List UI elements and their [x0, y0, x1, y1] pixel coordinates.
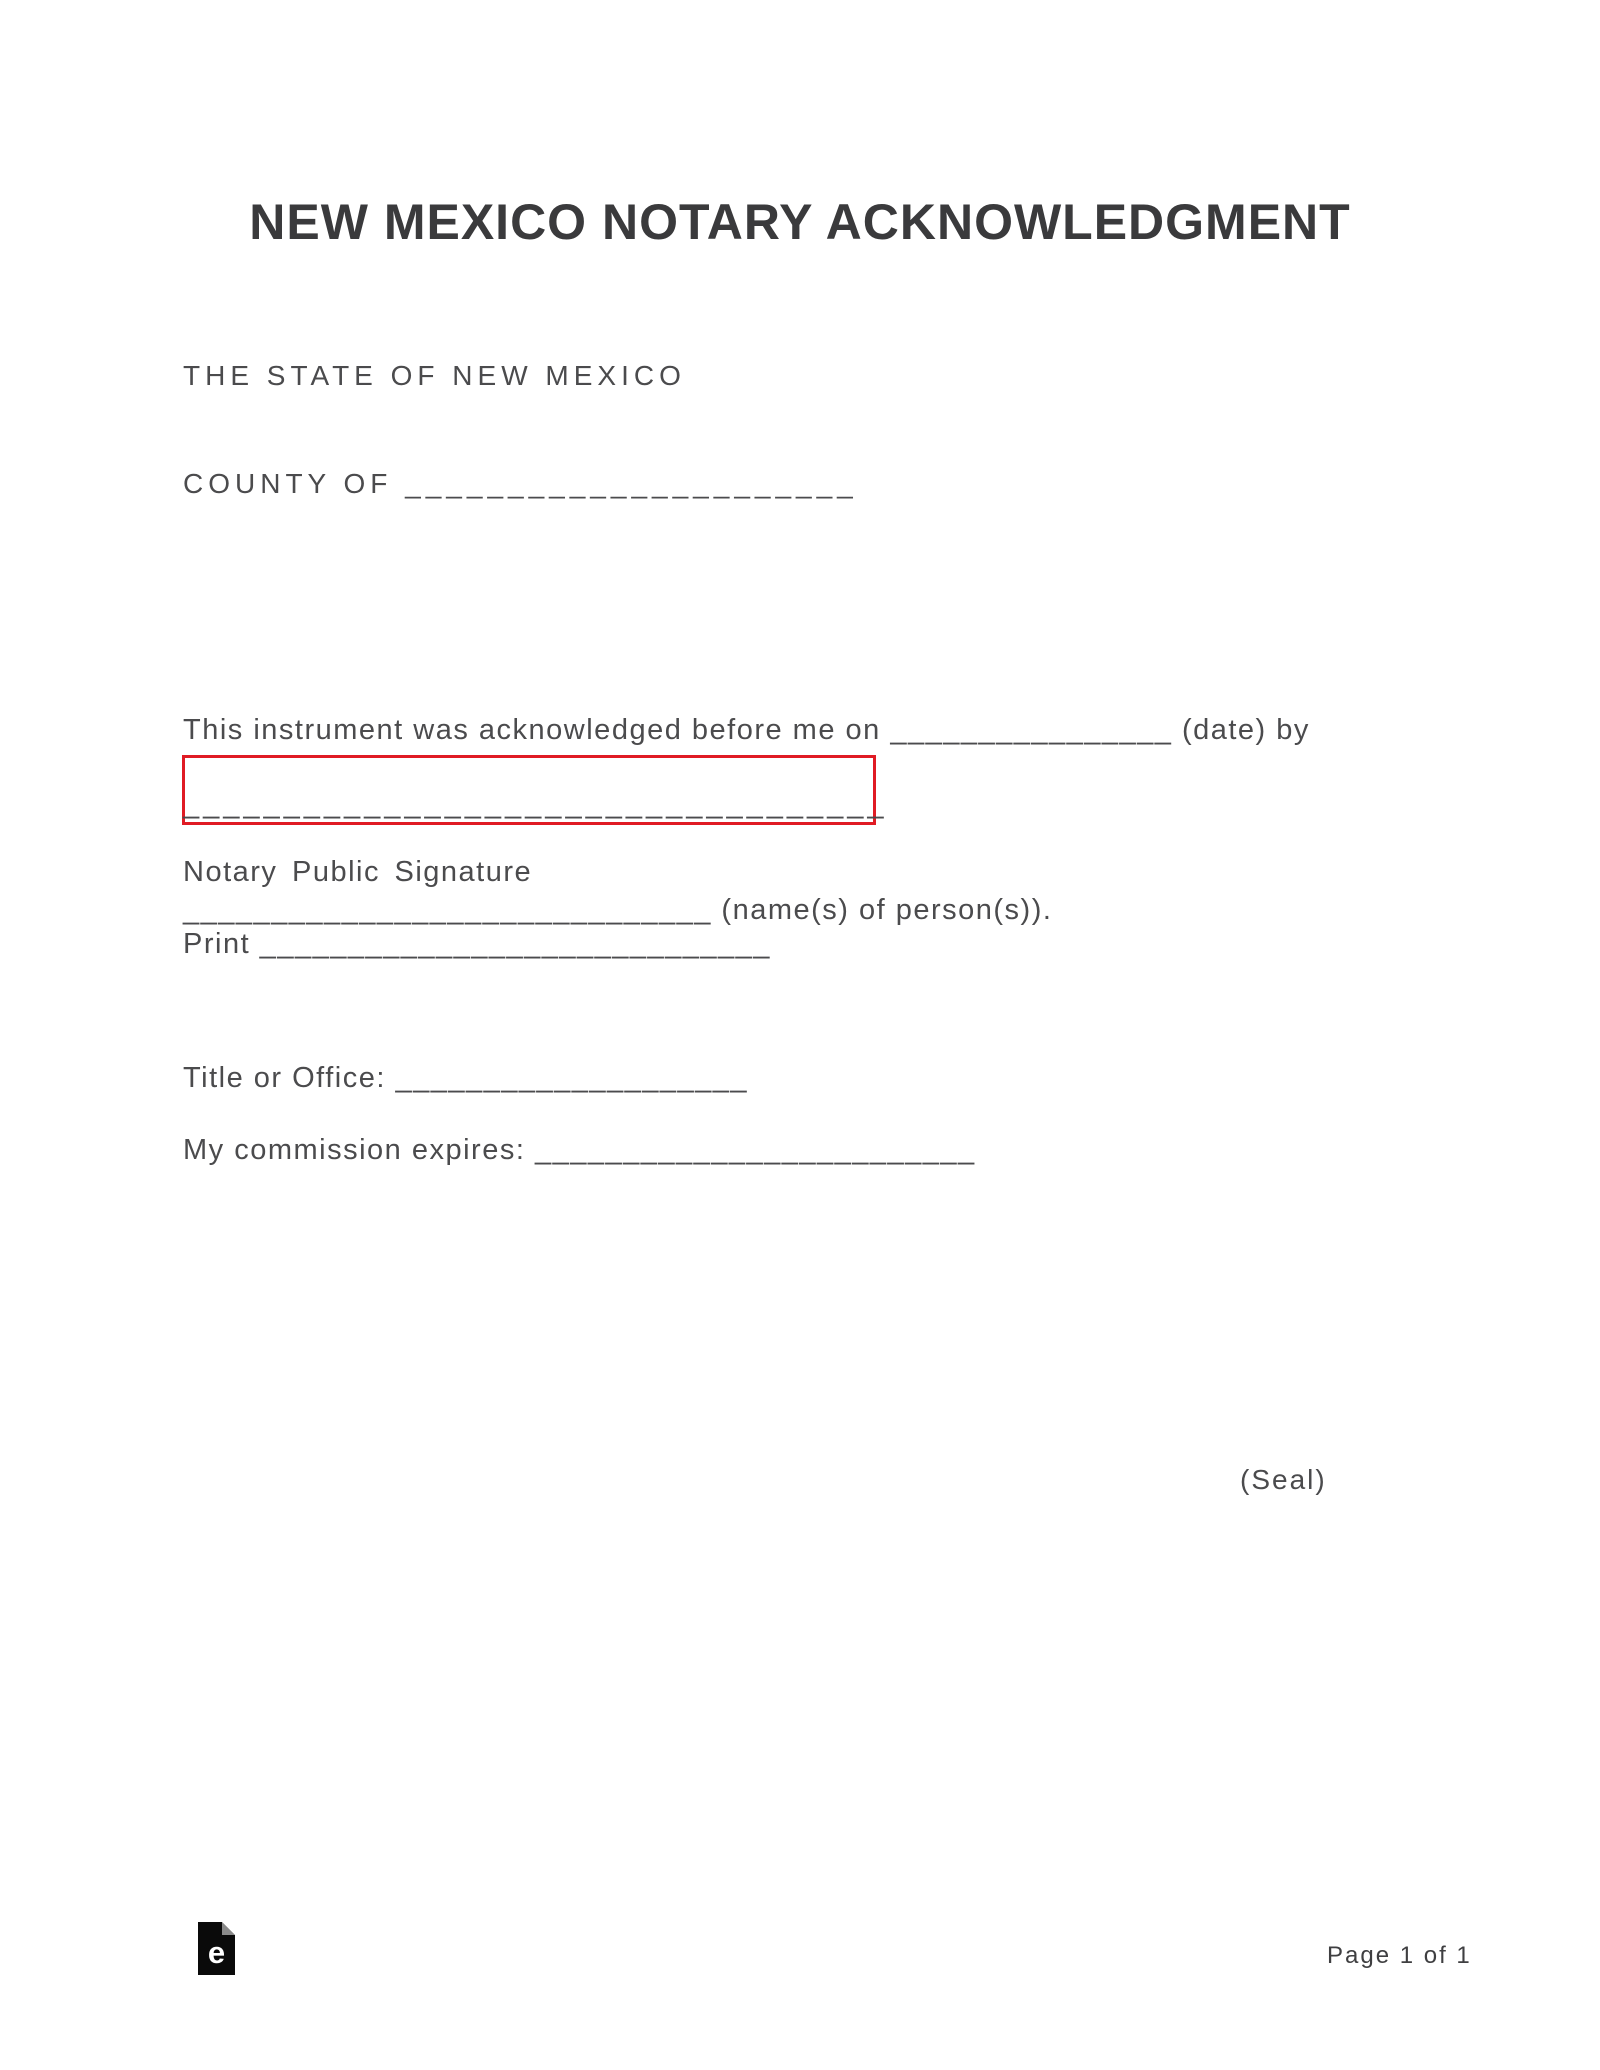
eforms-logo [198, 1922, 235, 1975]
acknowledgment-line-2: ______________________________ (name(s) of person(s)). [183, 894, 1053, 926]
notary-signature-label: Notary Public Signature [183, 856, 533, 888]
commission-expires-blank-line: My commission expires: _________________________ [183, 1134, 976, 1166]
logo-letter: e [207, 1935, 226, 1970]
page-indicator: Page 1 of 1 [1327, 1942, 1472, 1969]
notary-signature-blank-line: ___________________________________ [183, 788, 888, 820]
page-title: NEW MEXICO NOTARY ACKNOWLEDGMENT [249, 194, 1351, 250]
state-line: THE STATE OF NEW MEXICO [183, 360, 686, 391]
seal-placeholder: (Seal) [1240, 1464, 1327, 1495]
acknowledgment-line-1: This instrument was acknowledged before me on ________________ (date) by [183, 714, 1310, 746]
title-or-office-blank-line: Title or Office: ____________________ [183, 1062, 749, 1094]
county-blank-line: COUNTY OF ______________________ [183, 468, 858, 499]
print-name-blank-line: Print _____________________________ [183, 928, 771, 960]
